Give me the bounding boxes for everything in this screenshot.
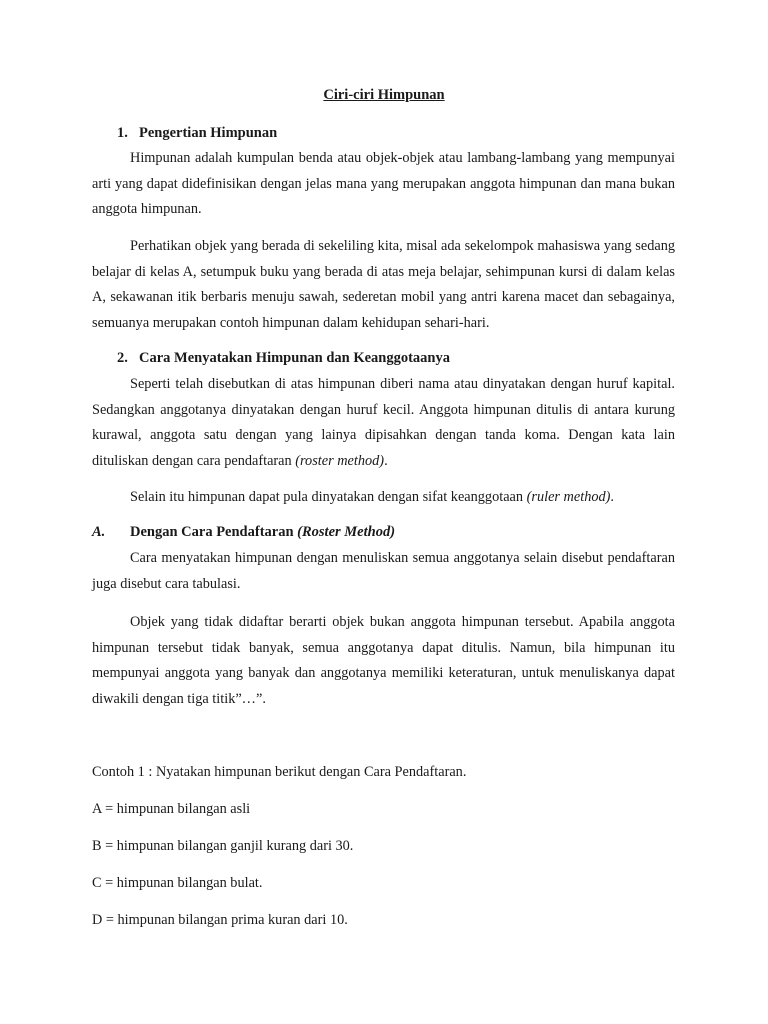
ruler-method-term: (ruler method) xyxy=(526,489,611,505)
section-a-paragraph-2: Objek yang tidak didaftar berarti objek bukan anggota himpunan tersebut. Apabila anggota himpunan tersebut tidak banyak, semua anggotanya dapat ditulis. Namun, bila himpunan itu mempunyai anggota yang banyak dan anggotanya memiliki keteraturan, untuk menuliskanya dapat diwakili dengan tiga titik”…”. xyxy=(92,614,675,707)
section-1-number: 1. xyxy=(117,125,128,141)
section-2-number: 2. xyxy=(117,350,128,366)
section-1-paragraph-2: Perhatikan objek yang berada di sekeliling kita, misal ada sekelompok mahasiswa yang sedang belajar di kelas A, setumpuk buku yang berada di atas meja belajar, sehimpunan kursi di dalam kelas A, sekawanan itik berbaris menuju sawah, sederetan mobil yang antri karena macet dan sebagainya, semuanya merupakan contoh himpunan dalam kehidupan sehari-hari. xyxy=(92,238,675,331)
section-1-heading xyxy=(117,125,277,142)
section-1-title: Pengertian Himpunan xyxy=(139,125,278,141)
section-a-paragraph-1: Cara menyatakan himpunan dengan menuliskan semua anggotanya selain disebut pendaftaran juga disebut cara tabulasi. xyxy=(92,550,675,592)
period: . xyxy=(384,452,388,469)
section-a-title-italic: (Roster Method) xyxy=(297,524,396,540)
section-2-paragraph-2 xyxy=(92,485,675,511)
example-item-a: A = himpunan bilangan asli xyxy=(92,801,251,817)
example-item-c: C = himpunan bilangan bulat. xyxy=(92,875,263,891)
example-item-d: D = himpunan bilangan prima kuran dari 10. xyxy=(92,912,348,928)
section-2-heading xyxy=(117,350,450,367)
period: . xyxy=(610,489,614,505)
section-a-title: Dengan Cara Pendaftaran xyxy=(130,524,298,540)
roster-method-term: (roster method) xyxy=(295,452,385,469)
section-2-paragraph-2-text: Selain itu himpunan dapat pula dinyatakan dengan sifat keanggotaan xyxy=(130,489,527,505)
section-2-paragraph-1 xyxy=(92,372,675,474)
section-1-paragraph-1: Himpunan adalah kumpulan benda atau objek-objek atau lambang-lambang yang mempunyai arti yang dapat didefinisikan dengan jelas mana yang merupakan anggota himpunan dan mana bukan anggota himpunan. xyxy=(92,150,675,217)
section-2-paragraph-1-text: Seperti telah disebutkan di atas himpunan diberi nama atau dinyatakan dengan huruf kapital. Sedangkan anggotanya dinyatakan dengan huruf kecil. Anggota himpunan ditulis di antara kurung kurawal, anggota satu dengan yang lainya dipisahkan dengan tanda koma. Dengan kata lain dituliskan dengan cara pendaftaran xyxy=(92,376,675,469)
document-title: Ciri-ciri Himpunan xyxy=(323,87,445,103)
section-2-title: Cara Menyatakan Himpunan dan Keanggotaanya xyxy=(139,350,450,366)
example-intro: Contoh 1 : Nyatakan himpunan berikut dengan Cara Pendaftaran. xyxy=(92,764,467,780)
example-item-b: B = himpunan bilangan ganjil kurang dari 30. xyxy=(92,838,354,854)
section-a-letter: A. xyxy=(92,524,106,540)
section-a-heading xyxy=(92,524,395,541)
